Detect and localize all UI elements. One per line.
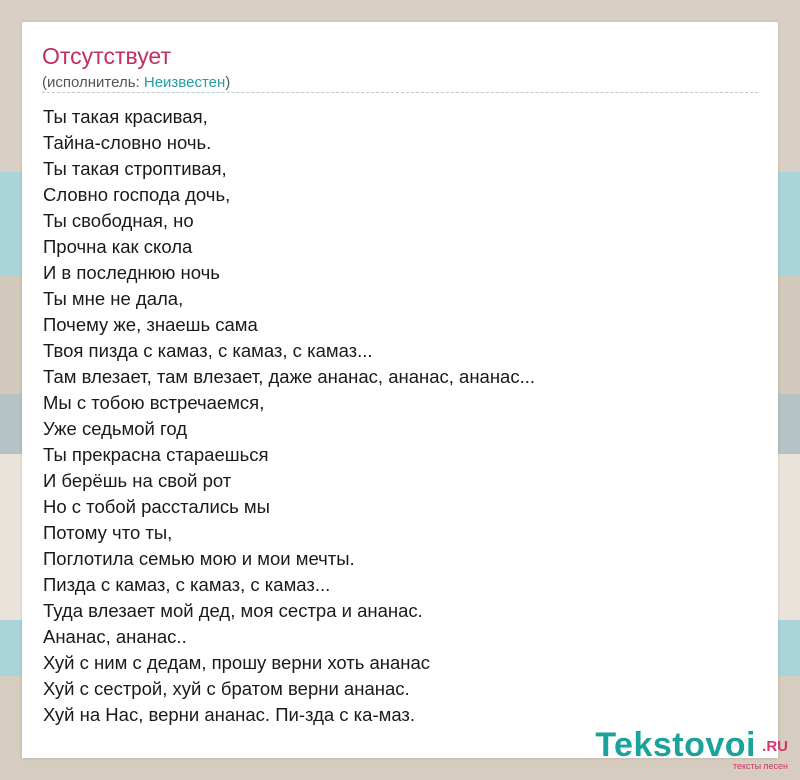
artist-line (42, 73, 230, 93)
lyric-line: Словно господа дочь, (43, 184, 231, 205)
site-logo[interactable] (574, 725, 794, 775)
lyric-line: Хуй с сестрой, хуй с братом верни ананас. (43, 678, 410, 699)
lyric-line: Ты мне не дала, (43, 288, 184, 309)
lyrics-text (43, 104, 763, 728)
lyric-line: Там влезает, там влезает, даже ананас, ананас, ананас... (43, 366, 536, 387)
artist-suffix: ) (225, 74, 231, 91)
lyric-line: Пизда с камаз, с камаз, с камаз... (43, 574, 331, 595)
lyric-line: Твоя пизда с камаз, с камаз, с камаз... (43, 340, 373, 361)
lyric-line: Хуй на Нас, верни ананас. Пи-зда с ка-маз. (43, 704, 416, 725)
artist-prefix: (исполнитель: (42, 74, 144, 91)
lyric-line: И берёшь на свой рот (43, 470, 232, 491)
song-title: Отсутствует (42, 43, 171, 69)
lyric-line: Поглотила семью мою и мои мечты. (43, 548, 355, 569)
lyric-line: Ты такая красивая, (43, 106, 208, 127)
lyric-line: Ананас, ананас.. (43, 626, 187, 647)
lyric-line: Туда влезает мой дед, моя сестра и ананас. (43, 600, 423, 621)
logo-tld: .RU (762, 738, 788, 755)
lyric-line: Ты прекрасна стараешься (43, 444, 269, 465)
divider (42, 92, 758, 93)
lyric-line: Уже седьмой год (43, 418, 188, 439)
lyric-line: Почему же, знаешь сама (43, 314, 258, 335)
artist-link[interactable]: Неизвестен (143, 74, 226, 91)
lyric-line: Тайна-словно ночь. (43, 132, 212, 153)
logo-tagline: тексты песен (732, 761, 788, 771)
lyric-line: Ты такая строптивая, (43, 158, 227, 179)
lyric-line: Мы с тобою встречаемся, (43, 392, 265, 413)
lyric-line: Прочна как скола (43, 236, 193, 257)
lyric-line: Потому что ты, (43, 522, 173, 543)
lyric-line: И в последнюю ночь (43, 262, 220, 283)
lyric-line: Ты свободная, но (43, 210, 194, 231)
logo-name: Tekstovoi (595, 726, 756, 764)
lyric-line: Но с тобой расстались мы (43, 496, 270, 517)
lyrics-card (22, 22, 778, 758)
lyric-line: Хуй с ним с дедам, прошу верни хоть ананас (43, 652, 431, 673)
